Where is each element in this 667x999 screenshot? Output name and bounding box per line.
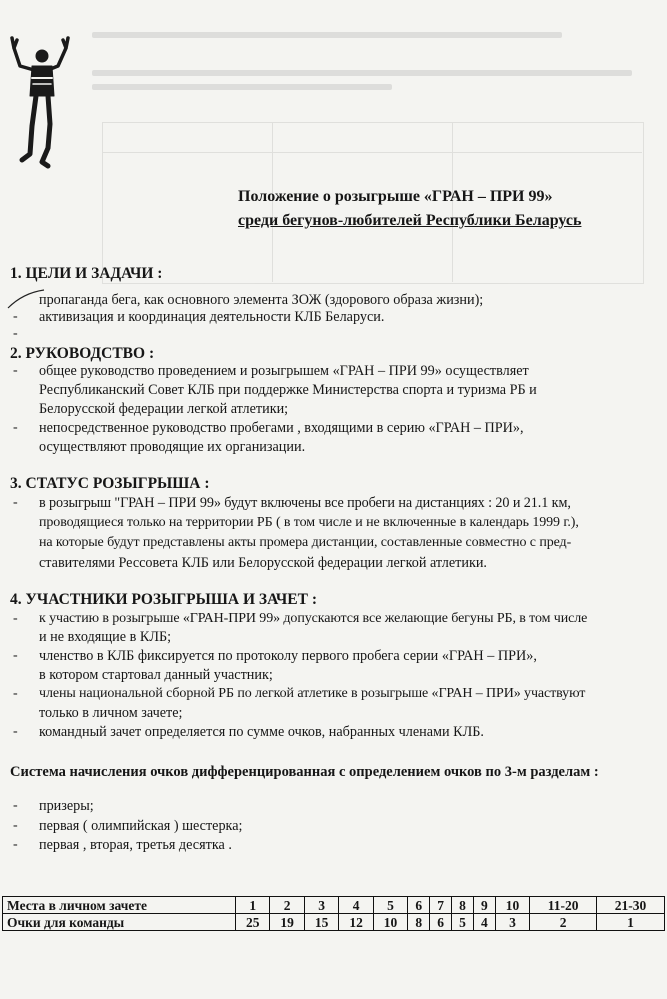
table-cell: 21-30: [596, 897, 664, 914]
participants-line: в котором стартовал данный участник;: [39, 667, 273, 683]
table-cell: 1: [236, 897, 270, 914]
table-cell: 19: [270, 914, 304, 931]
management-line: непосредственное руководство пробегами , входящими в серию «ГРАН – ПРИ»,: [39, 420, 524, 436]
document-title: Положение о розыгрыше «ГРАН – ПРИ 99»: [238, 188, 553, 205]
management-line: Белорусской федерации легкой атлетики;: [39, 401, 289, 417]
table-cell: 5: [373, 897, 407, 914]
management-line: осуществляют проводящие их организации.: [39, 439, 306, 455]
management-line: общее руководство проведением и розыгрышем «ГРАН – ПРИ 99» осуществляет: [39, 363, 529, 379]
bullet-dash: -: [13, 686, 18, 701]
participants-line: к участию в розыгрыше «ГРАН-ПРИ 99» допускаются все желающие бегуны РБ, в том числе: [39, 611, 588, 626]
bullet-dash: -: [13, 798, 18, 813]
bullet-dash: -: [13, 495, 18, 510]
bullet-dash: -: [13, 648, 18, 663]
table-cell: 3: [304, 897, 338, 914]
goals-item: пропаганда бега, как основного элемента ЗОЖ (здорового образа жизни);: [39, 292, 484, 308]
table-cell: 5: [452, 914, 474, 931]
scoring-heading: Система начисления очков дифференцированная с определением очков по 3-м разделам :: [10, 764, 599, 780]
table-cell: 15: [304, 914, 338, 931]
show-through-artifact: [92, 22, 667, 292]
runner-icon: [8, 36, 72, 172]
bullet-dash: -: [13, 363, 18, 378]
bullet-dash: -: [13, 309, 18, 324]
scoring-item: первая , вторая, третья десятка .: [39, 837, 232, 853]
table-row: [3, 914, 665, 931]
table-cell: 3: [495, 914, 529, 931]
status-line: на которые будут представлены акты промера дистанции, составленные совместно с пред-: [39, 535, 572, 550]
bullet-dash: -: [13, 420, 18, 435]
bullet-dash: -: [13, 724, 18, 739]
participants-line: и не входящие в КЛБ;: [39, 629, 172, 645]
participants-line: только в личном зачете;: [39, 705, 183, 721]
table-cell: 1: [596, 914, 664, 931]
scoring-item: призеры;: [39, 798, 94, 814]
bullet-dash: -: [13, 326, 18, 341]
table-cell: 10: [495, 897, 529, 914]
status-line: проводящиеся только на территории РБ ( в том числе и не включенные в календарь 1999 г.),: [39, 515, 579, 530]
bullet-dash: -: [13, 611, 18, 626]
status-line: ставителями Рессовета КЛБ или Белорусской федерации легкой атлетики.: [39, 555, 487, 571]
table-cell: 25: [236, 914, 270, 931]
table-cell: 4: [339, 897, 373, 914]
table-cell: 2: [530, 914, 597, 931]
table-cell: 4: [473, 914, 495, 931]
goals-item: активизация и координация деятельности КЛБ Беларуси.: [39, 309, 385, 325]
row-label: Очки для команды: [3, 914, 236, 931]
participants-line: члены национальной сборной РБ по легкой атлетике в розыгрыше «ГРАН – ПРИ» участвуют: [39, 686, 586, 701]
section-heading-goals: 1. ЦЕЛИ И ЗАДАЧИ :: [10, 265, 163, 282]
participants-line: командный зачет определяется по сумме очков, набранных членами КЛБ.: [39, 724, 484, 740]
scoring-item: первая ( олимпийская ) шестерка;: [39, 818, 243, 834]
table-cell: 12: [339, 914, 373, 931]
table-cell: 8: [408, 914, 430, 931]
table-cell: 7: [430, 897, 452, 914]
bullet-dash: -: [13, 837, 18, 852]
table-cell: 11-20: [530, 897, 597, 914]
row-label: Места в личном зачете: [3, 897, 236, 914]
table-row: [3, 897, 665, 914]
table-cell: 6: [408, 897, 430, 914]
bullet-dash: -: [13, 818, 18, 833]
participants-line: членство в КЛБ фиксируется по протоколу первого пробега серии «ГРАН – ПРИ»,: [39, 648, 537, 664]
document-subtitle: среди бегунов-любителей Республики Беларусь: [238, 212, 582, 229]
table-cell: 10: [373, 914, 407, 931]
section-heading-participants: 4. УЧАСТНИКИ РОЗЫГРЫША И ЗАЧЕТ :: [10, 591, 318, 608]
table-cell: 8: [452, 897, 474, 914]
management-line: Республиканский Совет КЛБ при поддержке Министерства спорта и туризма РБ и: [39, 382, 537, 398]
section-heading-status: 3. СТАТУС РОЗЫГРЫША :: [10, 475, 210, 492]
table-cell: 9: [473, 897, 495, 914]
points-table: [2, 896, 665, 931]
status-line: в розыгрыш "ГРАН – ПРИ 99» будут включены все пробеги на дистанциях : 20 и 21.1 км,: [39, 495, 571, 511]
section-heading-management: 2. РУКОВОДСТВО :: [10, 345, 155, 362]
table-cell: 6: [430, 914, 452, 931]
table-cell: 2: [270, 897, 304, 914]
